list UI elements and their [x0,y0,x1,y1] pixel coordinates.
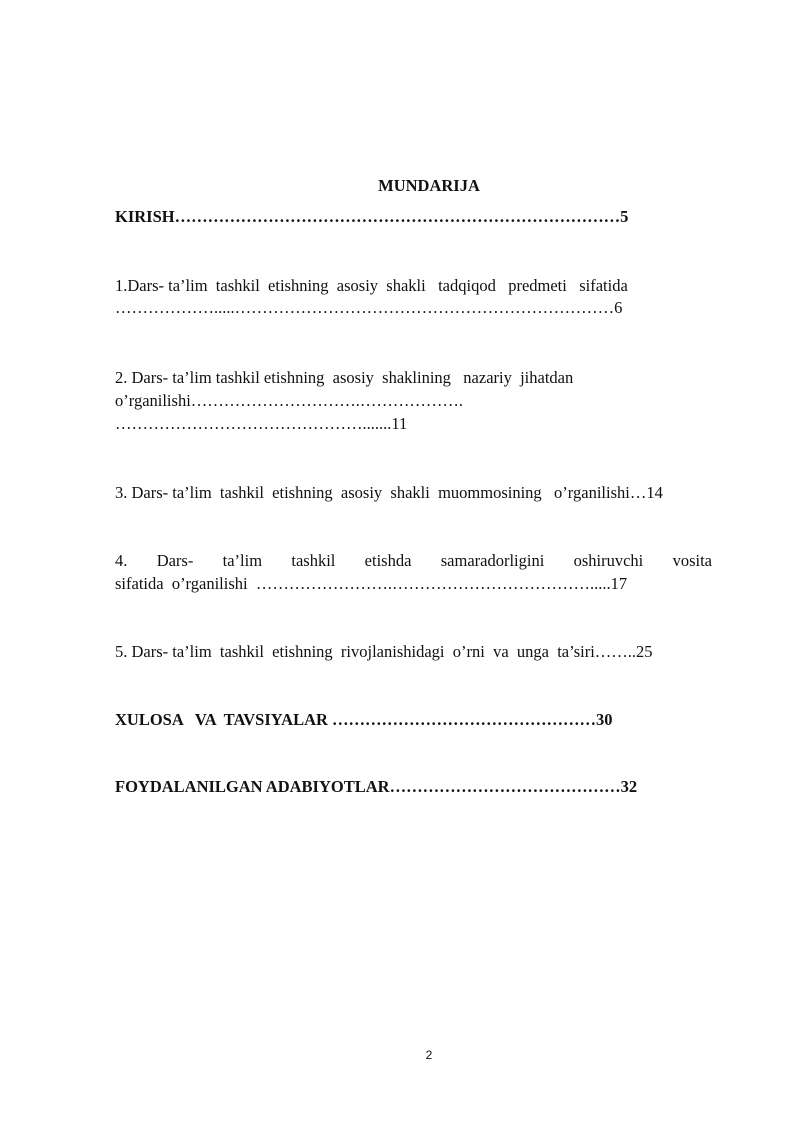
toc-entry-2-line-2: o’rganilishi………………………….………………. [115,391,464,410]
toc-heading: MUNDARIJA [378,176,480,195]
toc-entry-4-line-2: sifatida o’rganilishi …………………….……………………………….....17 [115,574,628,593]
toc-entry-4-line-1: 4. Dars- ta’lim tashkil etishda samaradorligini oshiruvchi vosita [115,551,712,570]
toc-entry-1-line-1: 1.Dars- ta’lim tashkil etishning asosiy shakli tadqiqod predmeti sifatida [115,276,628,295]
toc-entry-kirish: KIRISH………………………………………………………………………5 [115,207,629,226]
toc-entry-foydalanilgan: FOYDALANILGAN ADABIYOTLAR……………………………………32 [115,777,638,796]
page-number: 2 [425,1048,433,1062]
toc-entry-xulosa: XULOSA VA TAVSIYALAR …………………………………………30 [115,710,613,729]
toc-entry-1-line-2: ……………….....……………………………………………………………6 [115,298,623,317]
toc-entry-2-line-3: ……………………………………….......11 [115,414,408,433]
toc-entry-2-line-1: 2. Dars- ta’lim tashkil etishning asosiy shaklining nazariy jihatdan [115,368,574,387]
toc-entry-3: 3. Dars- ta’lim tashkil etishning asosiy shakli muommosining o’rganilishi…14 [115,483,663,502]
toc-entry-5: 5. Dars- ta’lim tashkil etishning rivojlanishidagi o’rni va unga ta’siri……..25 [115,642,653,661]
